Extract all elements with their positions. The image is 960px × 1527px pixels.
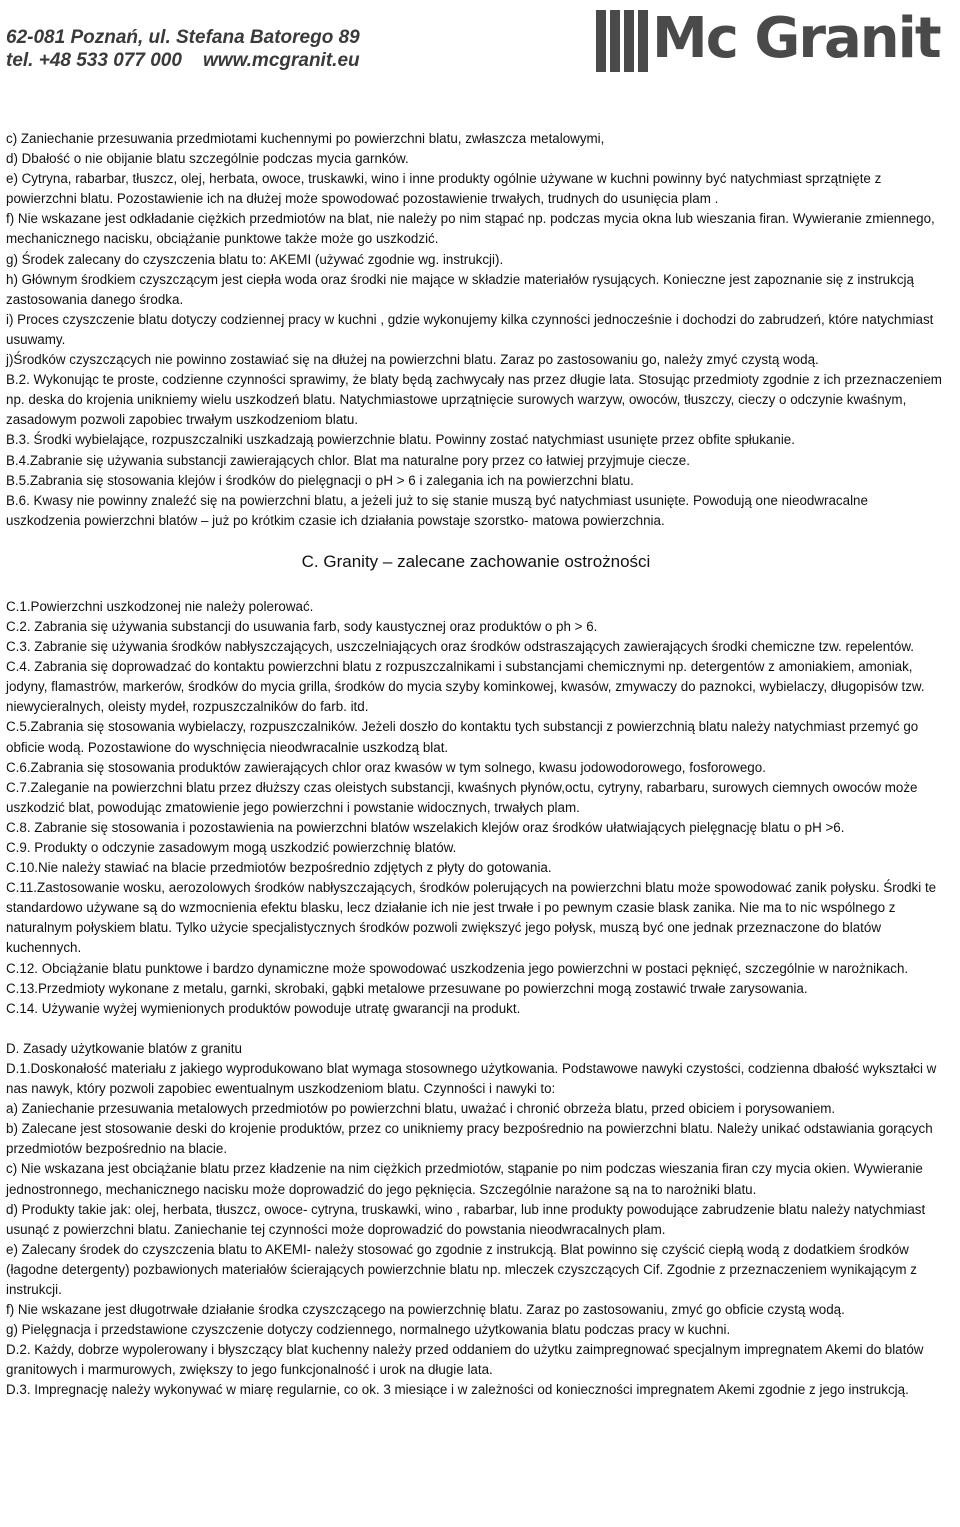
paragraph: C.8. Zabranie się stosowania i pozostawienia na powierzchni blatów wszelakich klejów oraz środków ułatwiających pielęgnację blatu o pH >6.	[6, 819, 845, 835]
paragraph: B.4.Zabranie się używania substancji zawierających chlor. Blat ma naturalne pory przez co łatwiej przyjmuje ciecze.	[6, 452, 690, 468]
paragraph: i) Proces czyszczenie blatu dotyczy codziennej pracy w kuchni , gdzie wykonujemy kilka czynności jednocześnie i dochodzi do zabrudzeń, które natychmiast usuwamy.	[6, 311, 934, 347]
address-line: 62-081 Poznań, ul. Stefana Batorego 89	[6, 27, 360, 48]
paragraph: b) Zalecane jest stosowanie deski do krojenie produktów, przez co unikniemy pracy bezpośrednio na powierzchni blatu. Należy unikać odstawiania gorących przedmiotów bezpośrednio na blacie.	[6, 1121, 933, 1157]
paragraph: C.12. Obciążanie blatu punktowe i bardzo dynamiczne może spowodować uszkodzenia jego powierzchni w postaci pęknięć, szczególnie w narożnikach.	[6, 960, 909, 976]
logo-bars-icon	[596, 10, 648, 72]
paragraph: B.5.Zabrania się stosowania klejów i środków do pielęgnacji o pH > 6 i zalegania ich na powierzchni blatu.	[6, 472, 634, 488]
paragraph: B.2. Wykonując te proste, codzienne czynności sprawimy, że blaty będą zachwycały nas przez długie lata. Stosując przedmioty zgodnie z ich przeznaczeniem np. deska do krojenia unikniemy wielu uszkodzeń blatu. Natychmiastowe uprzątnięcie surowych warzyw, owoców, tłuszczy, cieczy o odczynie kwaśnym, zasadowym pozwoli zapobiec trwałym uszkodzeniom blatu.	[6, 372, 942, 428]
page-header	[0, 0, 960, 96]
contact-block	[6, 26, 360, 72]
paragraph: C.9. Produkty o odczynie zasadowym mogą uszkodzić powierzchnię blatów.	[6, 840, 457, 855]
paragraph: C.1.Powierzchni uszkodzonej nie należy polerować.	[6, 598, 314, 614]
paragraph: a) Zaniechanie przesuwania metalowych przedmiotów po powierzchni blatu, uważać i chronić obrzeża blatu, przed obiciem i porysowaniem.	[6, 1101, 836, 1117]
paragraph: C.5.Zabrania się stosowania wybielaczy, rozpuszczalników. Jeżeli doszło do kontaktu tych substancji z powierzchnią blatu należy natychmiast przemyć go obficie wodą. Pozostawione do wyschnięcia nieodwracalnie uszkodzą blat.	[6, 719, 919, 755]
spacer	[6, 1019, 946, 1039]
mc-granit-logo	[596, 6, 948, 72]
paragraph: C.3. Zabranie się używania środków nabłyszczających, uszczelniających oraz środków odstraszających zawierających środki chemiczne tzw. repelentów.	[6, 639, 914, 655]
paragraph: B.6. Kwasy nie powinny znaleźć się na powierzchni blatu, a jeżeli już to się stanie muszą być natychmiast usunięte. Powodują one nieodwracalne uszkodzenia powierzchni blatów – już po krótkim czasie ich działania powstaje szorstko- matowa powierzchnia.	[6, 492, 868, 528]
paragraph: C.2. Zabrania się używania substancji do usuwania farb, sody kaustycznej oraz produktów o ph > 6.	[6, 618, 598, 634]
paragraph: g) Pielęgnacja i przedstawione czyszczenie dotyczy codziennego, normalnego użytkowania blatu podczas pracy w kuchni.	[6, 1322, 731, 1338]
paragraph: D.1.Doskonałość materiału z jakiego wyprodukowano blat wymaga stosownego użytkowania. Podstawowe nawyki czystości, codzienna dbałość wykształci w nas nawyk, który pozwoli zapobiec ewentualnym uszkodzeniom blatu. Czynności i nawyki to:	[6, 1060, 937, 1097]
paragraph: C.7.Zaleganie na powierzchni blatu przez dłuższy czas oleistych substancji, kwaśnych płynów,octu, cytryny, rabarbaru, surowych ciemnych owoców może uszkodzić blat, powodując zmatowienie jego powierzchni i powstanie widocznych, trwałych plam.	[6, 779, 918, 815]
paragraph: h) Głównym środkiem czyszczącym jest ciepła woda oraz środki nie mające w składzie materiałów rysujących. Konieczne jest zapoznanie się z instrukcją zastosowania danego środka.	[6, 271, 914, 307]
paragraph: f) Nie wskazane jest odkładanie ciężkich przedmiotów na blat, nie należy po nim stąpać np. podczas mycia okna lub wieszania firan. Wywieranie zmiennego, mechanicznego nacisku, obciążanie punktowe także może go uszkodzić.	[6, 211, 935, 247]
paragraph: e) Cytryna, rabarbar, tłuszcz, olej, herbata, owoce, truskawki, wino i inne produkty ogólnie używane w kuchni powinny być natychmiast sprzątnięte z powierzchni blatu. Pozostawienie ich na dłużej może spowodować pozostawienie trwałych, trudnych do usunięcia plam .	[6, 171, 882, 207]
paragraph: d) Produkty takie jak: olej, herbata, tłuszcz, owoce- cytryna, truskawki, wino , rabarbar, lub inne produkty powodujące zabrudzenie blatu należy natychmiast usunąć z powierzchni blatu. Zaniechanie tej czynności może doprowadzić do powstania nieodwracalnych plam.	[6, 1201, 926, 1237]
paragraph: B.3. Środki wybielające, rozpuszczalniki uszkadzają powierzchnie blatu. Powinny zostać natychmiast usunięte przez obfite spłukanie.	[6, 432, 795, 448]
paragraph: C.13.Przedmioty wykonane z metalu, garnki, skrobaki, gąbki metalowe przesuwane po powierzchni mogą zostawić trwałe zarysowania.	[6, 980, 808, 996]
paragraph: e) Zalecany środek do czyszczenia blatu to AKEMI- należy stosować go zgodnie z instrukcją. Blat powinno się czyścić ciepłą wodą z dodatkiem środków (łagodne detergenty) pozbawionych materiałów ścierających powierzchnie blatu np. mleczek czyszczących Cif. Zgodnie z przeznaczeniem wynikającym z instrukcji.	[6, 1241, 917, 1297]
document-body	[6, 129, 946, 1401]
paragraph: f) Nie wskazane jest długotrwałe działanie środka czyszczącego na powierzchnię blatu. Zaraz po zastosowaniu, zmyć go obficie czystą wodą.	[6, 1302, 845, 1318]
paragraph: C.10.Nie należy stawiać na blacie przedmiotów bezpośrednio zdjętych z płyty do gotowania.	[6, 860, 552, 876]
paragraph: c) Nie wskazana jest obciążanie blatu przez kładzenie na nim ciężkich przedmiotów, stąpanie po nim podczas wieszania firan czy mycia okien. Wywieranie jednostronnego, mechanicznego nacisku może doprowadzić do jego pęknięcia. Szczególnie narażone są na to narożniki blatu.	[6, 1161, 923, 1197]
paragraph: C.4. Zabrania się doprowadzać do kontaktu powierzchni blatu z rozpuszczalnikami i substancjami chemicznymi np. detergentów z amoniakiem, amoniak, jodyny, flamastrów, markerów, środków do mycia grilla, środków do mycia szyby kominkowej, kwasów, zmywaczy do paznokci, wybielaczy, długopisów tzw. niewycieralnych, oleisty mydeł, rozpuszczalników do farb. itd.	[6, 659, 925, 715]
section-d-title: D. Zasady użytkowanie blatów z granitu	[6, 1040, 242, 1056]
paragraph: d) Dbałość o nie obijanie blatu szczególnie podczas mycia garnków.	[6, 151, 409, 167]
section-c-title: C. Granity – zalecane zachowanie ostrożności	[301, 551, 651, 571]
logo-text: Mc Granit	[652, 6, 940, 71]
paragraph: C.6.Zabrania się stosowania produktów zawierających chlor oraz kwasów w tym solnego, kwasu jodowodorowego, fosforowego.	[6, 759, 766, 775]
paragraph: c) Zaniechanie przesuwania przedmiotami kuchennymi po powierzchni blatu, zwłaszcza metalowymi,	[6, 131, 605, 146]
paragraph: g) Środek zalecany do czyszczenia blatu to: AKEMI (używać zgodnie wg. instrukcji).	[6, 251, 504, 267]
paragraph: D.3. Impregnację należy wykonywać w miarę regularnie, co ok. 3 miesiące i w zależności od konieczności impregnatem Akemi zgodnie z jego instrukcją.	[6, 1382, 909, 1398]
phone-web-line: tel. +48 533 077 000 www.mcgranit.eu	[6, 50, 360, 71]
paragraph: C.14. Używanie wyżej wymienionych produktów powoduje utratę gwarancji na produkt.	[6, 1000, 521, 1016]
paragraph: j)Środków czyszczących nie powinno zostawiać się na dłużej na powierzchni blatu. Zaraz po zastosowaniu go, należy zmyć czystą wodą.	[6, 352, 819, 368]
paragraph: D.2. Każdy, dobrze wypolerowany i błyszczący blat kuchenny należy przed oddaniem do użytku zaimpregnować specjalnym impregnatem Akemi do blatów granitowych i marmurowych, zwiększy to jego funkcjonalność i urok na długie lata.	[6, 1342, 924, 1378]
paragraph: C.11.Zastosowanie wosku, aerozolowych środków nabłyszczających, środków polerujących na powierzchni blatu może spowodować zanik połysku. Środki te standardowo używane są do wzmocnienia efektu blasku, lecz działanie ich nie jest trwałe i po pewnym czasie blask zanika. Nie ma to nic wspólnego z naturalnym połyskiem blatu. Tylko użycie specjalistycznych środków pozwoli zwiększyć jego połysk, muszą być one jednak przeznaczone do blatów kuchennych.	[6, 880, 937, 956]
